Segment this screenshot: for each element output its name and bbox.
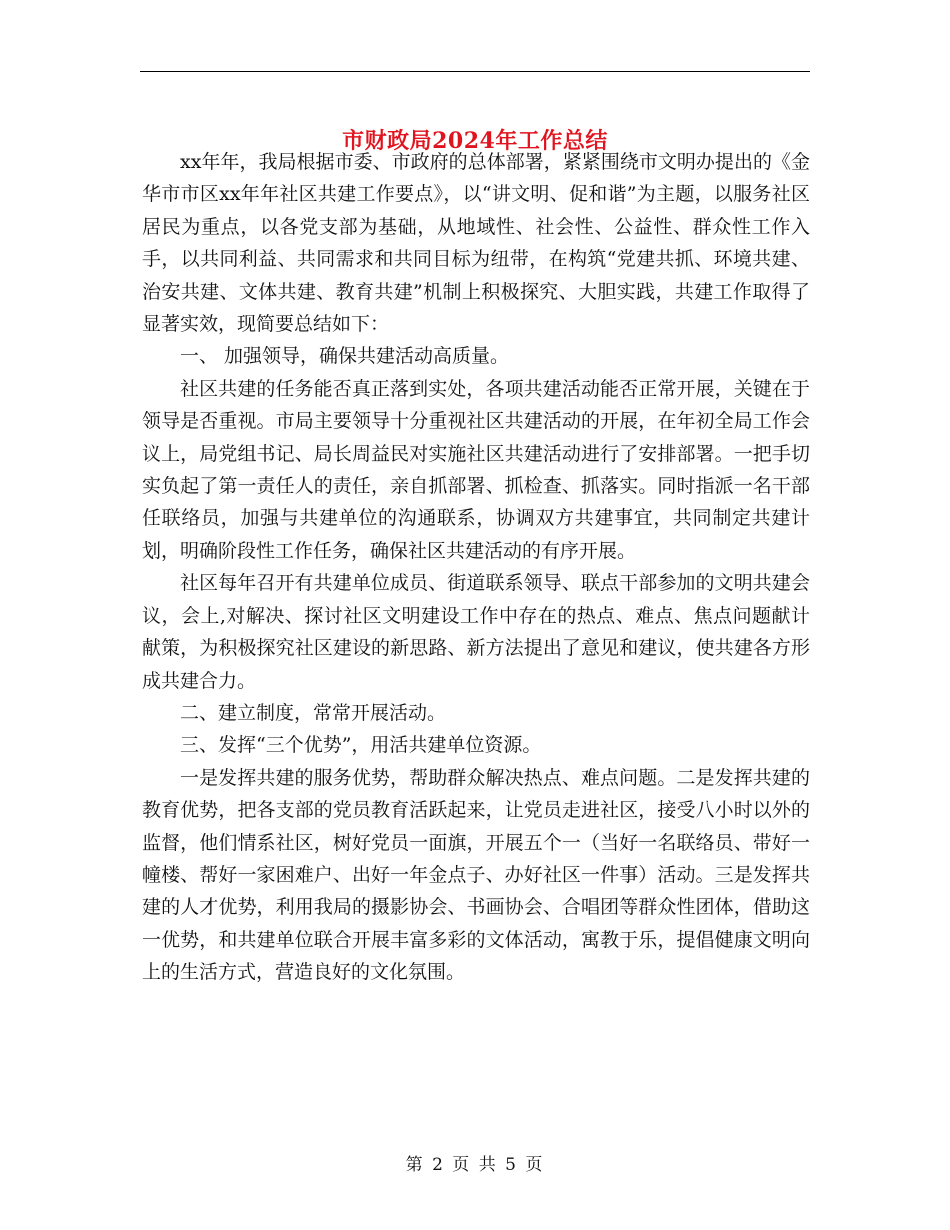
paragraph-intro: xx年年，我局根据市委、市政府的总体部署，紧紧围绕市文明办提出的《金华市市区xx年年社区共建工作要点》，以“讲文明、促和谐”为主题，以服务社区居民为重点，以各党支部为基础，从地域性、社会性、公益性、群众性工作入手，以共同利益、共同需求和共同目标为纽带，在构筑“党建共抓、环境共建、治安共建、文体共建、教育共建”机制上积极探究、大胆实践，共建工作取得了显著实效，现简要总结如下： xyxy=(142,151,810,336)
document-body xyxy=(142,146,810,989)
paragraph-advantages: 一是发挥共建的服务优势，帮助群众解决热点、难点问题。二是发挥共建的教育优势，把各支部的党员教育活跃起来，让党员走进社区，接受八小时以外的监督，他们情系社区，树好党员一面旗，开展五个一（当好一名联络员、带好一幢楼、帮好一家困难户、出好一年金点子、办好社区一件事）活动。三是发挥共建的人才优势，利用我局的摄影协会、书画协会、合唱团等群众性团体，借助这一优势，和共建单位联合开展丰富多彩的文体活动，寓教于乐，提倡健康文明向上的生活方式，营造良好的文化氛围。 xyxy=(142,766,810,984)
header-rule xyxy=(140,71,810,72)
section-heading-2: 二、建立制度，常常开展活动。 xyxy=(180,701,447,724)
section-heading-3: 三、发挥“三个优势”，用活共建单位资源。 xyxy=(180,734,542,757)
paragraph-leadership: 社区共建的任务能否真正落到实处，各项共建活动能否正常开展，关键在于领导是否重视。市局主要领导十分重视社区共建活动的开展，在年初全局工作会议上，局党组书记、局长周益民对实施社区共建活动进行了安排部署。一把手切实负起了第一责任人的责任，亲自抓部署、抓检查、抓落实。同时指派一名干部任联络员，加强与共建单位的沟通联系，协调双方共建事宜，共同制定共建计划，明确阶段性工作任务，确保社区共建活动的有序开展。 xyxy=(142,377,810,562)
paragraph-meeting: 社区每年召开有共建单位成员、街道联系领导、联点干部参加的文明共建会议，会上,对解决、探讨社区文明建设工作中存在的热点、难点、焦点问题献计献策，为积极探究社区建设的新思路、新方法提出了意见和建议，使共建各方形成共建合力。 xyxy=(142,572,810,692)
document-title: 市财政局2024年工作总结 xyxy=(342,127,608,154)
page-number: 第 2 页 共 5 页 xyxy=(405,1155,545,1175)
section-heading-1: 一、 加强领导，确保共建活动高质量。 xyxy=(180,345,510,368)
